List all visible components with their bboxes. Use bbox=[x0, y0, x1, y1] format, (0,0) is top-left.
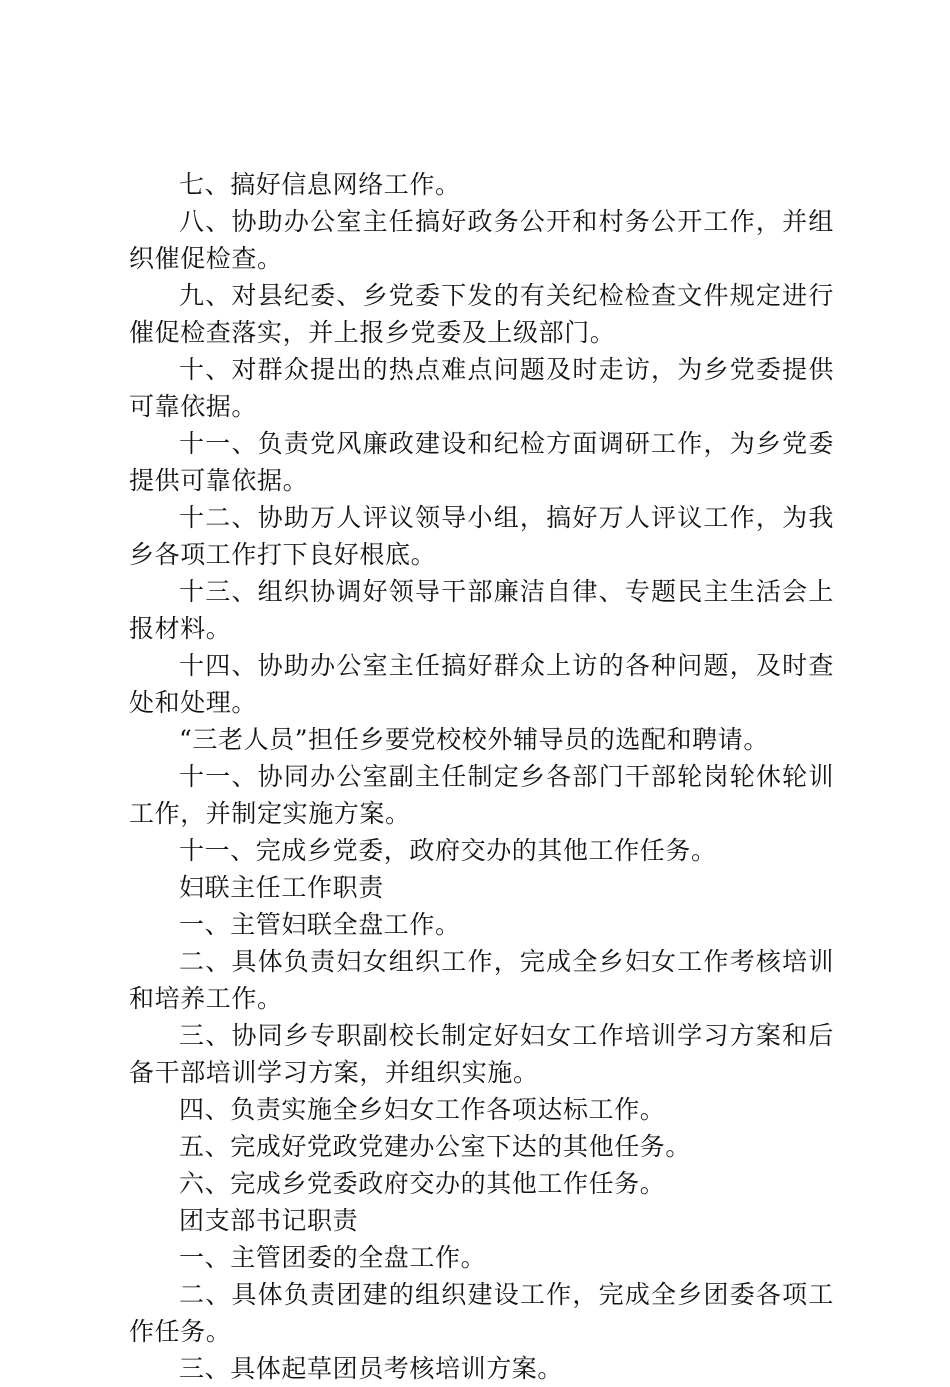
paragraph: 一、主管团委的全盘工作。 bbox=[179, 1243, 487, 1272]
paragraph: 四、负责实施全乡妇女工作各项达标工作。 bbox=[179, 1095, 666, 1124]
paragraph: 七、搞好信息网络工作。 bbox=[179, 170, 461, 199]
paragraph: 十三、组织协调好领导干部廉洁自律、专题民主生活会上报材料。 bbox=[129, 577, 834, 643]
paragraph: 二、具体负责团建的组织建设工作，完成全乡团委各项工作任务。 bbox=[129, 1280, 834, 1346]
document-body bbox=[129, 166, 834, 1387]
paragraph: 十四、协助办公室主任搞好群众上访的各种问题，及时查处和处理。 bbox=[129, 651, 834, 717]
section-heading-womens-federation: 妇联主任工作职责 bbox=[179, 873, 384, 902]
paragraph: 十一、负责党风廉政建设和纪检方面调研工作，为乡党委提供可靠依据。 bbox=[129, 429, 834, 495]
paragraph: 八、协助办公室主任搞好政务公开和村务公开工作，并组织催促检查。 bbox=[129, 207, 834, 273]
paragraph: 一、主管妇联全盘工作。 bbox=[179, 910, 461, 939]
paragraph: “三老人员”担任乡要党校校外辅导员的选配和聘请。 bbox=[179, 725, 769, 754]
paragraph: 三、协同乡专职副校长制定好妇女工作培训学习方案和后备干部培训学习方案，并组织实施。 bbox=[129, 1021, 834, 1087]
paragraph: 十、对群众提出的热点难点问题及时走访，为乡党委提供可靠依据。 bbox=[129, 355, 834, 421]
paragraph: 十一、协同办公室副主任制定乡各部门干部轮岗轮休轮训工作，并制定实施方案。 bbox=[129, 762, 834, 828]
paragraph: 六、完成乡党委政府交办的其他工作任务。 bbox=[179, 1169, 666, 1198]
paragraph: 九、对县纪委、乡党委下发的有关纪检检查文件规定进行催促检查落实，并上报乡党委及上级部门。 bbox=[129, 281, 834, 347]
paragraph: 十一、完成乡党委，政府交办的其他工作任务。 bbox=[179, 836, 717, 865]
paragraph: 二、具体负责妇女组织工作，完成全乡妇女工作考核培训和培养工作。 bbox=[129, 947, 834, 1013]
paragraph: 十二、协助万人评议领导小组，搞好万人评议工作，为我乡各项工作打下良好根底。 bbox=[129, 503, 834, 569]
paragraph: 五、完成好党政党建办公室下达的其他任务。 bbox=[179, 1132, 692, 1161]
section-heading-youth-league: 团支部书记职责 bbox=[179, 1206, 359, 1235]
paragraph: 三、具体起草团员考核培训方案。 bbox=[179, 1354, 564, 1383]
